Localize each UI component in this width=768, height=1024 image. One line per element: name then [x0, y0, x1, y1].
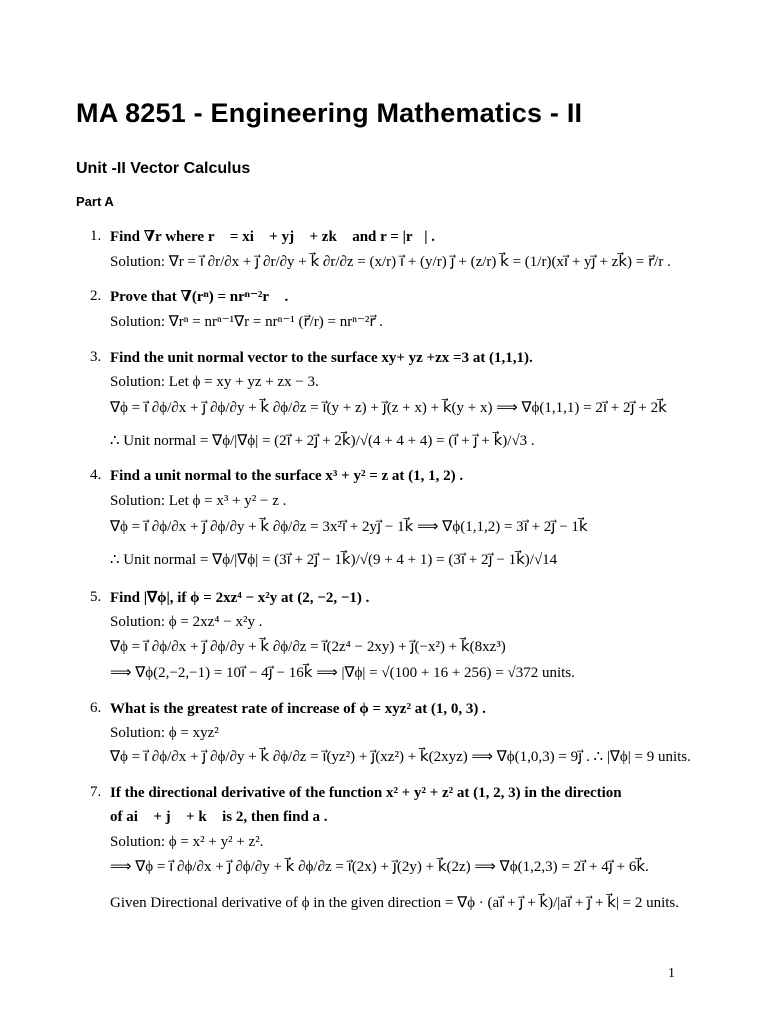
solution-line: Solution: ∇r = i⃗ ∂r/∂x + j⃗ ∂r/∂y + k⃗ ∂r/∂z = (x/r) i⃗ + (y/r) j⃗ + (z/r) k⃗ = (1/r)(xi⃗ + yj⃗ + zk⃗) = r⃗/r .	[110, 254, 671, 270]
solution-line: Solution: ∇rⁿ = nrⁿ⁻¹∇r = nrⁿ⁻¹ (r⃗/r) = nrⁿ⁻²r⃗ .	[110, 314, 384, 330]
solution-line: Solution: Let ϕ = x³ + y² − z .	[110, 493, 287, 509]
question-text: Find |∇ϕ|, if ϕ = 2xz⁴ − x²y at (2, −2, −1) .	[110, 590, 370, 606]
solution-line: ∴ Unit normal = ∇ϕ/|∇ϕ| = (3i⃗ + 2j⃗ − 1k⃗)/√(9 + 4 + 1) = (3i⃗ + 2j⃗ − 1k⃗)/√14	[110, 552, 558, 568]
solution-line: ∇ϕ = i⃗ ∂ϕ/∂x + j⃗ ∂ϕ/∂y + k⃗ ∂ϕ/∂z = 3x²i⃗ + 2yj⃗ − 1k⃗ ⟹ ∇ϕ(1,1,2) = 3i⃗ + 2j⃗ − 1k⃗	[110, 519, 588, 535]
question-number: 1.	[90, 228, 102, 244]
solution-line: ∇ϕ = i⃗ ∂ϕ/∂x + j⃗ ∂ϕ/∂y + k⃗ ∂ϕ/∂z = i⃗(y + z) + j⃗(z + x) + k⃗(y + x) ⟹ ∇ϕ(1,1,1) = 2i⃗ + 2j⃗ + 2k⃗	[110, 400, 667, 416]
question-text: Prove that ∇(rⁿ) = nrⁿ⁻²r⃗ .	[110, 289, 289, 305]
solution-line: Solution: ϕ = 2xz⁴ − x²y .	[110, 614, 263, 630]
solution-line: ∇ϕ = i⃗ ∂ϕ/∂x + j⃗ ∂ϕ/∂y + k⃗ ∂ϕ/∂z = i⃗(yz²) + j⃗(xz²) + k⃗(2xyz) ⟹ ∇ϕ(1,0,3) = 9j⃗ . ∴ |∇ϕ| = 9 units.	[110, 749, 691, 765]
unit-heading: Unit -II Vector Calculus	[76, 160, 251, 177]
solution-line: ⟹ ∇ϕ(2,−2,−1) = 10i⃗ − 4j⃗ − 16k⃗ ⟹ |∇ϕ| = √(100 + 16 + 256) = √372 units.	[110, 665, 575, 681]
question-text-continued: of ai⃗ + j⃗ + k⃗ is 2, then find a .	[110, 809, 328, 825]
solution-line: Solution: ϕ = x² + y² + z².	[110, 834, 264, 850]
question-number: 6.	[90, 700, 102, 716]
question-text: Find a unit normal to the surface x³ + y² = z at (1, 1, 2) .	[110, 468, 464, 484]
solution-line: Solution: ϕ = xyz²	[110, 725, 219, 741]
solution-line: Solution: Let ϕ = xy + yz + zx − 3.	[110, 374, 319, 390]
question-text: What is the greatest rate of increase of ϕ = xyz² at (1, 0, 3) .	[110, 701, 486, 717]
question-number: 4.	[90, 467, 102, 483]
question-text: Find the unit normal vector to the surface xy+ yz +zx =3 at (1,1,1).	[110, 350, 533, 366]
solution-line: ∴ Unit normal = ∇ϕ/|∇ϕ| = (2i⃗ + 2j⃗ + 2k⃗)/√(4 + 4 + 4) = (i⃗ + j⃗ + k⃗)/√3 .	[110, 433, 535, 449]
question-number: 2.	[90, 288, 102, 304]
question-number: 5.	[90, 589, 102, 605]
question-text: Find ∇r where r⃗ = xi⃗ + yj⃗ + zk⃗ and r = |r⃗| .	[110, 229, 436, 245]
part-heading: Part A	[76, 194, 114, 209]
question-number: 3.	[90, 349, 102, 365]
question-text: If the directional derivative of the function x² + y² + z² at (1, 2, 3) in the direction	[110, 785, 622, 801]
question-number: 7.	[90, 784, 102, 800]
solution-line: Given Directional derivative of ϕ in the given direction = ∇ϕ · (ai⃗ + j⃗ + k⃗)/|ai⃗ + j⃗ + k⃗| = 2 units.	[110, 895, 679, 911]
page-title: MA 8251 - Engineering Mathematics - II	[76, 98, 583, 128]
solution-line: ∇ϕ = i⃗ ∂ϕ/∂x + j⃗ ∂ϕ/∂y + k⃗ ∂ϕ/∂z = i⃗(2z⁴ − 2xy) + j⃗(−x²) + k⃗(8xz³)	[110, 639, 506, 655]
solution-line: ⟹ ∇ϕ = i⃗ ∂ϕ/∂x + j⃗ ∂ϕ/∂y + k⃗ ∂ϕ/∂z = i⃗(2x) + j⃗(2y) + k⃗(2z) ⟹ ∇ϕ(1,2,3) = 2i⃗ + 4j⃗ + 6k⃗.	[110, 859, 649, 875]
page-number: 1	[668, 966, 675, 981]
